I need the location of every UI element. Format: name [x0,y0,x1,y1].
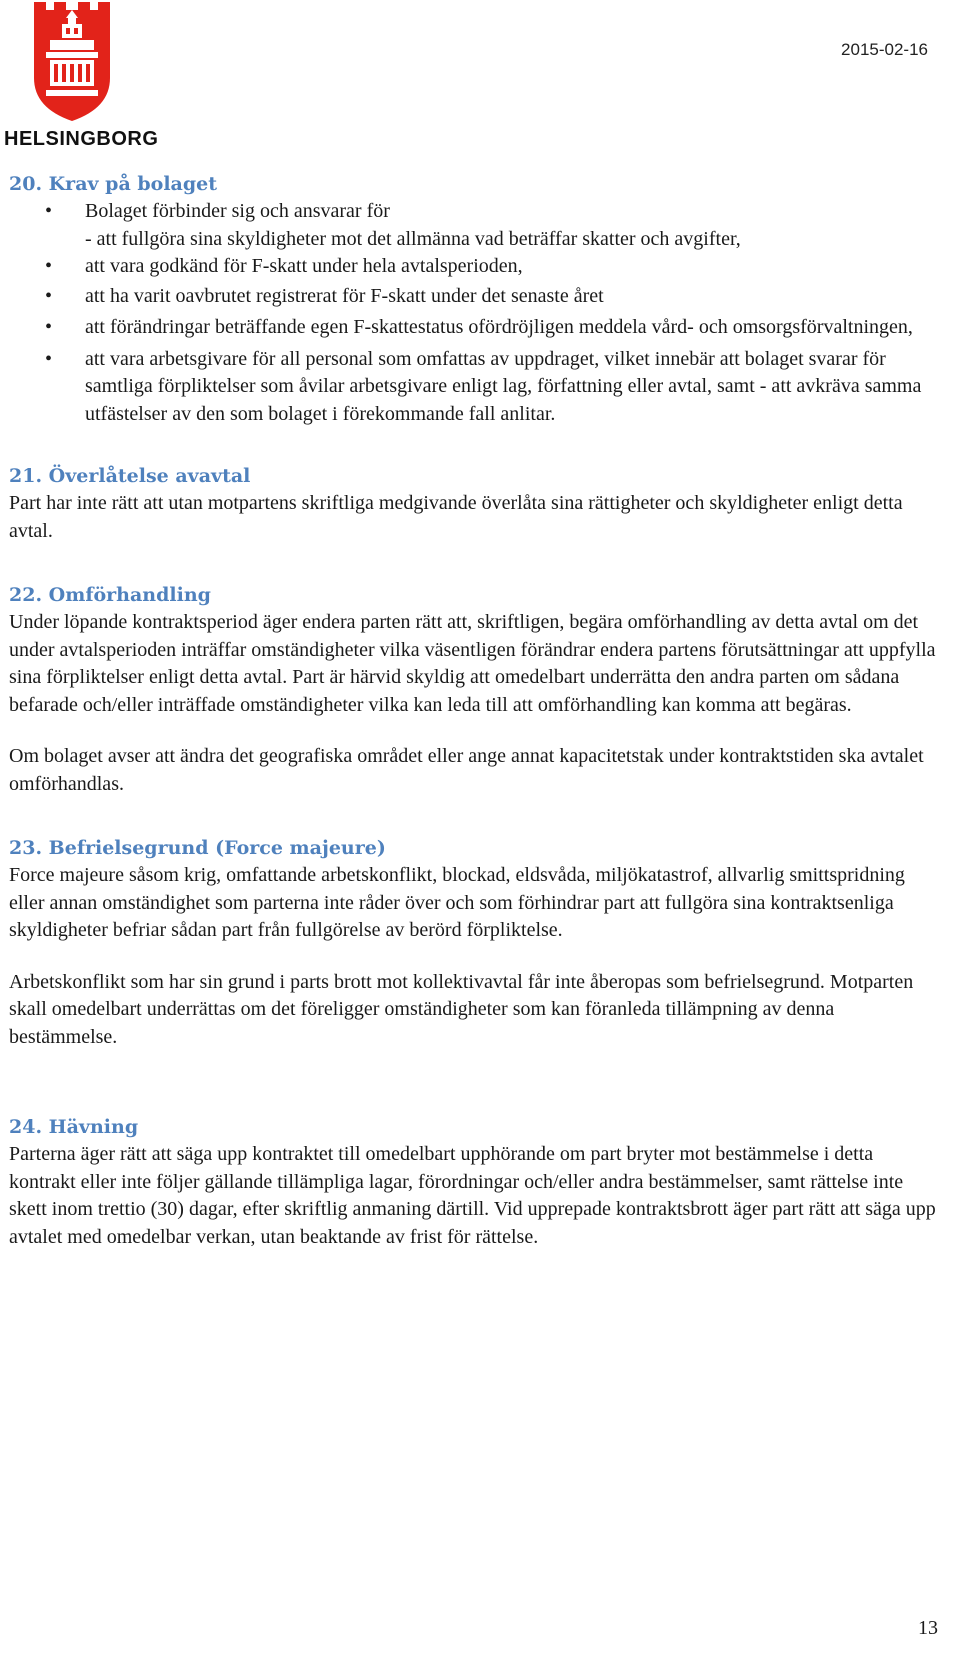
section-24-title: 24. Hävning [9,1116,139,1138]
city-crest-icon [32,0,112,122]
page-number: 13 [918,1617,938,1639]
list-item: • att vara arbetsgivare för all personal som omfattas av uppdraget, vilket innebär att bolaget svarar för samtliga förpliktelser som åvilar arbetsgivare enligt lag, författning eller avtal, samt - att avkräva samma utfästelser av den som bolaget i förekommande fall anlitar. [45,347,922,425]
section-23-paragraph-2: Arbetskonflikt som har sin grund i parts brott mot kollektivavtal får inte åberopas som befrielsegrund. Motparten skall omedelbart underrättas om det föreligger omständigheter som kan föranleda tillämpning av denna bestämmelse. [9,970,914,1048]
section-23-paragraph-1: Force majeure såsom krig, omfattande arbetskonflikt, blockad, eldsvåda, miljökatastrof, allvarlig smittspridning eller annan omständighet som parterna inte råder över och som förhindrar part att fullgöra sina kontraktsenliga skyldigheter befriar sådan part från fullgörelse av berörd förpliktelse. [9,864,905,941]
bullet-icon: • [45,255,53,277]
list-item: • att vara godkänd för F-skatt under hela avtalsperioden, [9,253,944,281]
section-24-body: Parterna äger rätt att säga upp kontraktet till omedelbart upphörande om part bryter mot bestämmelse i detta kontrakt eller inte följer gällande tillämpliga lagar, förordningar och/eller andra bestämmelser, samt rättelse inte skett inom trettio (30) dagar, efter skriftlig anmaning därtill. Vid upprepade kontraktsbrott äger part rätt att säga upp avtalet med omedelbar verkan, utan beaktande av frist för rättelse. [9,1143,936,1248]
bullet-icon: • [45,316,53,338]
document-body [9,170,944,1251]
section-23-title: 23. Befrielsegrund (Force majeure) [9,837,386,859]
section-21-title: 21. Överlåtelse avavtal [9,465,251,487]
helsingborg-logo [4,0,159,150]
list-item: • att ha varit oavbrutet registrerat för F-skatt under det senaste året [9,283,944,311]
section-20-list [9,198,944,428]
document-date: 2015-02-16 [841,40,928,59]
section-21-body: Part har inte rätt att utan motpartens skriftliga medgivande överlåta sina rättigheter och skyldigheter enligt detta avtal. [9,492,903,542]
section-22-paragraph-2: Om bolaget avser att ändra det geografiska området eller ange annat kapacitetstak under kontraktstiden ska avtalet omförhandlas. [9,745,924,795]
logo-wordmark: HELSINGBORG [4,128,159,150]
list-item: - att fullgöra sina skyldigheter mot det allmänna vad beträffar skatter och avgifter, [85,227,741,250]
bullet-icon: • [45,284,53,307]
list-item: • att förändringar beträffande egen F-skattestatus ofördröjligen meddela vård- och omsorgsförvaltningen, [9,314,944,342]
section-22-title: 22. Omförhandling [9,584,211,606]
bullet-icon: • [45,200,53,222]
bullet-icon: • [45,347,53,370]
section-22-paragraph-1: Under löpande kontraktsperiod äger endera parten rätt att, skriftligen, begära omförhandling av detta avtal om det under avtalsperioden inträffar omständigheter vilka väsentligen förändrar endera partens förutsättningar att uppfylla sina förpliktelser enligt detta avtal. Part är härvid skyldig att omedelbart underrätta den andra parten om sådana befarade och/eller inträffade omständigheter vilka kan leda till att omförhandling kan komma att begäras. [9,611,936,716]
section-20-title: 20. Krav på bolaget [9,173,218,195]
list-item: • Bolaget förbinder sig och ansvarar för [9,198,944,226]
